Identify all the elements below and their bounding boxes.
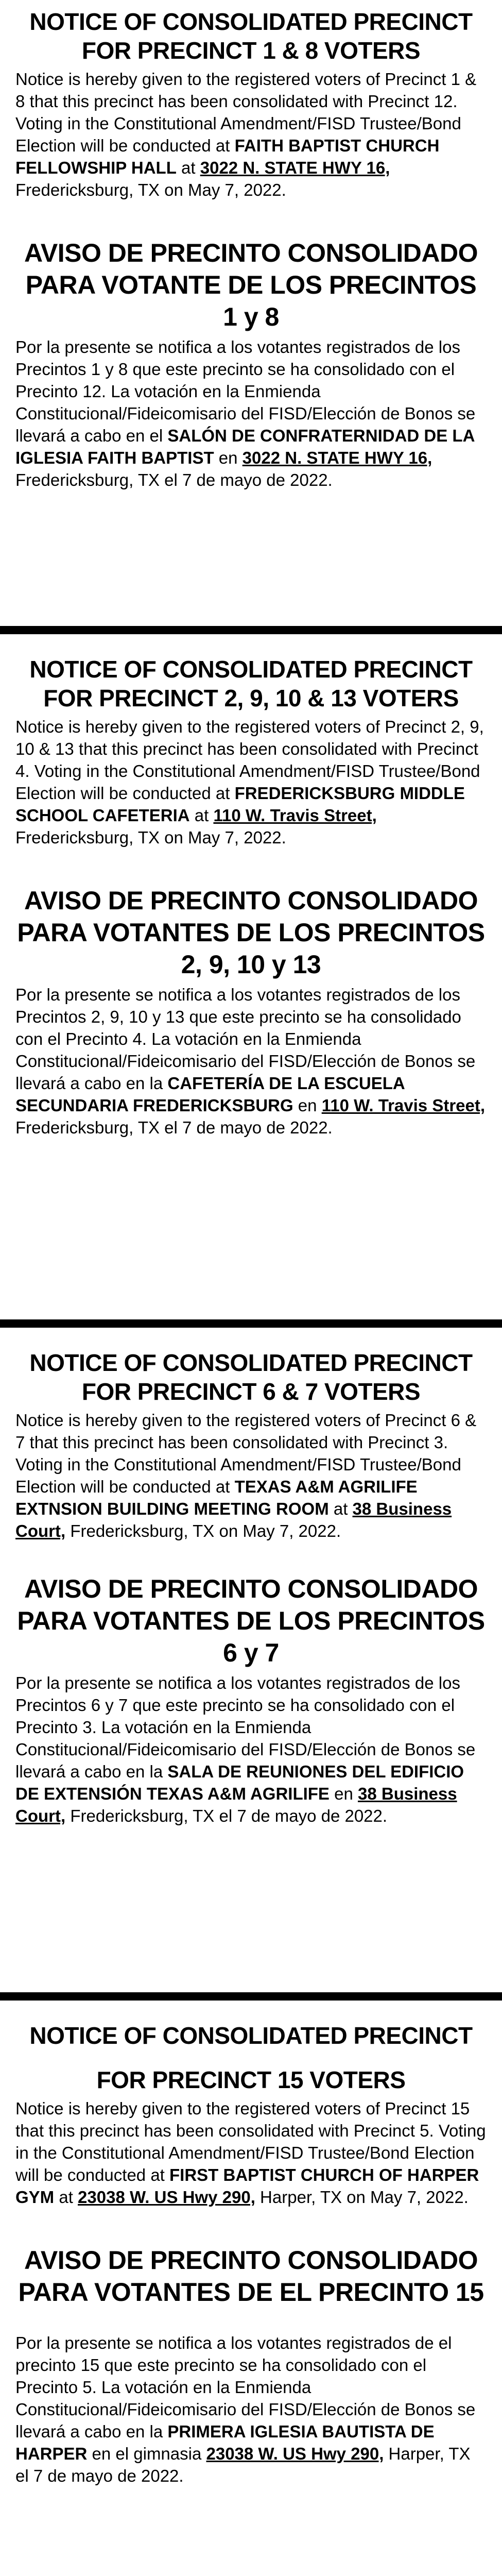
polling-address: 38 Business Court, [15, 1499, 452, 1540]
notice-precinct-1-8 [15, 0, 487, 626]
polling-place: FREDERICKSBURG MIDDLE SCHOOL CAFETERIA [15, 784, 465, 825]
polling-place: FAITH BAPTIST CHURCH FELLOWSHIP HALL [15, 136, 440, 177]
spanish-title-line-2: PARA VOTANTES DE LOS PRECINTOS [17, 1606, 485, 1635]
notice-precinct-15 [15, 2001, 487, 2576]
direccion: 23038 W. US Hwy 290, [206, 2444, 384, 2463]
english-title-line-1: NOTICE OF CONSOLIDATED PRECINCT [29, 1349, 473, 1376]
polling-place: FIRST BAPTIST CHURCH OF HARPER GYM [15, 2165, 479, 2207]
spanish-en: en [329, 1784, 358, 1803]
english-title-line-2: FOR PRECINCT 6 & 7 VOTERS [81, 1378, 421, 1405]
direccion: 3022 N. STATE HWY 16, [242, 448, 432, 467]
spanish-body [15, 336, 487, 491]
english-title [15, 655, 487, 713]
spanish-body-text: Por la presente se notifica a los votantes registrados de los Precintos 1 y 8 que este precinto se ha consolidado con el Precinto 12. La votación en la Enmienda Constitucional/Fideicomisario del FISD/Elección de Bonos se llevará a cabo en el [15, 337, 476, 445]
spanish-title [15, 885, 487, 980]
english-at: at [176, 158, 200, 177]
spanish-en: en [214, 448, 243, 467]
spanish-body [15, 984, 487, 1139]
english-body-end: Fredericksburg, TX on May 7, 2022. [65, 1521, 341, 1540]
spanish-body-end: Fredericksburg, TX el 7 de mayo de 2022. [15, 470, 333, 489]
spanish-title-line-1: AVISO DE PRECINTO CONSOLIDADO [24, 1574, 478, 1603]
spanish-en: en [293, 1096, 322, 1115]
english-body-end: Harper, TX on May 7, 2022. [255, 2188, 469, 2207]
polling-address: 3022 N. STATE HWY 16, [200, 158, 390, 177]
divider-rule [0, 1992, 502, 2001]
english-body-text: Notice is hereby given to the registered voters of Precinct 15 that this precinct has been consolidated with Precinct 5. Voting in the Constitutional Amendment/FISD Trustee/Bond Election will be conducted at [15, 2099, 486, 2184]
spanish-title-line-1: AVISO DE PRECINTO CONSOLIDADO [24, 886, 478, 915]
divider-rule [0, 626, 502, 634]
spanish-body [15, 2332, 487, 2487]
polling-address: 110 W. Travis Street, [213, 806, 377, 825]
notice-precinct-6-7 [15, 1328, 487, 1992]
english-title [15, 1348, 487, 1406]
spanish-body-end: Fredericksburg, TX el 7 de mayo de 2022. [65, 1806, 388, 1825]
spanish-title [15, 1573, 487, 1669]
spanish-body-end: Fredericksburg, TX el 7 de mayo de 2022. [15, 1118, 333, 1137]
spanish-title-line-2: PARA VOTANTES DE EL PRECINTO 15 [18, 2278, 484, 2307]
lugar-de-votacion: SALA DE REUNIONES DEL EDIFICIO DE EXTENSIÓN TEXAS A&M AGRILIFE [15, 1762, 464, 1803]
polling-place: TEXAS A&M AGRILIFE EXTNSION BUILDING MEETING ROOM [15, 1477, 418, 1518]
english-body-text: Notice is hereby given to the registered voters of Precinct 2, 9, 10 & 13 that this precinct has been consolidated with Precinct 4. Voting in the Constitutional Amendment/FISD Trustee/Bond Election will be conducted at [15, 717, 484, 803]
english-body [15, 2097, 487, 2208]
english-body-end: Fredericksburg, TX on May 7, 2022. [15, 828, 286, 847]
spanish-title-line-3: 1 y 8 [223, 302, 279, 331]
spanish-title-line-2: PARA VOTANTE DE LOS PRECINTOS [25, 270, 477, 299]
spanish-body [15, 1672, 487, 1827]
english-at: at [328, 1499, 353, 1518]
spanish-title-line-3: 6 y 7 [223, 1638, 279, 1667]
spanish-title-line-1: AVISO DE PRECINTO CONSOLIDADO [24, 239, 478, 267]
spanish-body-text: Por la presente se notifica a los votantes registrados de el precinto 15 que este precinto se ha consolidado con el Precinto 5. La votación en la Enmienda Constitucional/Fideicomisario del FISD/Elección de Bonos se llevará a cabo en la [15, 2333, 476, 2441]
english-title-line-2: FOR PRECINCT 1 & 8 VOTERS [81, 37, 421, 64]
lugar-de-votacion: PRIMERA IGLESIA BAUTISTA DE HARPER [15, 2422, 435, 2463]
english-title-line-1: NOTICE OF CONSOLIDATED PRECINCT [29, 656, 473, 683]
english-title-line-2: FOR PRECINCT 2, 9, 10 & 13 VOTERS [43, 685, 459, 711]
english-at: at [54, 2188, 78, 2207]
english-body-end: Fredericksburg, TX on May 7, 2022. [15, 180, 286, 199]
english-body [15, 716, 487, 849]
spanish-title-line-1: AVISO DE PRECINTO CONSOLIDADO [24, 2246, 478, 2275]
spanish-en: en el gimnasia [87, 2444, 206, 2463]
english-title [15, 2021, 487, 2094]
lugar-de-votacion: SALÓN DE CONFRATERNIDAD DE LA IGLESIA FAITH BAPTIST [15, 426, 475, 467]
spanish-title-line-3: 2, 9, 10 y 13 [181, 950, 321, 979]
lugar-de-votacion: CAFETERÍA DE LA ESCUELA SECUNDARIA FREDERICKSBURG [15, 1074, 405, 1115]
spanish-body-text: Por la presente se notifica a los votantes registrados de los Precintos 2, 9, 10 y 13 que este precinto se ha consolidado con el Precinto 4. La votación en la Enmienda Constitucional/Fideicomisario del FISD/Elección de Bonos se llevará a cabo en la [15, 985, 476, 1093]
notice-precinct-2-9-10-13 [15, 634, 487, 1319]
english-title-line-1: NOTICE OF CONSOLIDATED PRECINCT [29, 2022, 473, 2049]
spanish-body-text: Por la presente se notifica a los votantes registrados de los Precintos 6 y 7 que este precinto se ha consolidado con el Precinto 3. La votación en la Enmienda Constitucional/Fideicomisario del FISD/Elección de Bonos se llevará a cabo en la [15, 1673, 476, 1781]
english-title [15, 7, 487, 65]
english-body [15, 68, 487, 201]
direccion: 110 W. Travis Street, [321, 1096, 486, 1115]
spanish-body-end: Harper, TX el 7 de mayo de 2022. [15, 2444, 471, 2485]
direccion: 38 Business Court, [15, 1784, 457, 1825]
english-body-text: Notice is hereby given to the registered voters of Precinct 6 & 7 that this precinct has been consolidated with Precinct 3. Voting in the Constitutional Amendment/FISD Trustee/Bond Election will be conducted at [15, 1411, 477, 1496]
spanish-title [15, 2244, 487, 2308]
english-body [15, 1409, 487, 1542]
spanish-title [15, 237, 487, 333]
polling-address: 23038 W. US Hwy 290, [78, 2188, 255, 2207]
divider-rule [0, 1319, 502, 1328]
english-at: at [189, 806, 214, 825]
english-title-line-1: NOTICE OF CONSOLIDATED PRECINCT [29, 8, 473, 35]
english-title-line-2: FOR PRECINCT 15 VOTERS [96, 2066, 406, 2093]
english-body-text: Notice is hereby given to the registered voters of Precinct 1 & 8 that this precinct has been consolidated with Precinct 12. Voting in the Constitutional Amendment/FISD Trustee/Bond Election will be conducted at [15, 70, 477, 155]
spanish-title-line-2: PARA VOTANTES DE LOS PRECINTOS [17, 918, 485, 947]
